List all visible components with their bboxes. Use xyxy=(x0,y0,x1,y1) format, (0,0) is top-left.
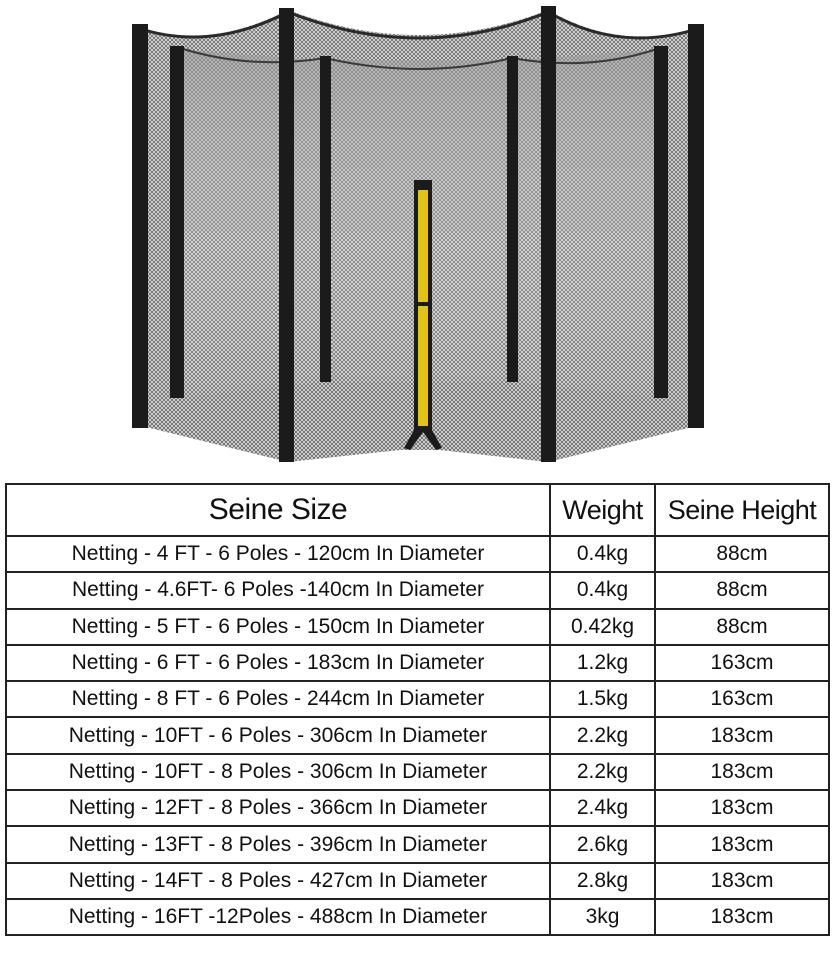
seine-size-cell: Netting - 13FT - 8 Poles - 396cm In Diameter xyxy=(6,826,550,862)
table-row xyxy=(6,645,829,681)
pole xyxy=(654,46,668,398)
height-cell: 163cm xyxy=(655,645,829,681)
table-row xyxy=(6,609,829,645)
pole xyxy=(507,56,518,382)
table-row xyxy=(6,863,829,899)
seine-size-cell: Netting - 10FT - 6 Poles - 306cm In Diameter xyxy=(6,717,550,753)
height-cell: 183cm xyxy=(655,717,829,753)
table-row xyxy=(6,754,829,790)
weight-cell: 0.4kg xyxy=(550,536,655,572)
table-row xyxy=(6,681,829,717)
table-header-row xyxy=(6,484,829,536)
seine-size-cell: Netting - 5 FT - 6 Poles - 150cm In Diameter xyxy=(6,609,550,645)
weight-cell: 2.6kg xyxy=(550,826,655,862)
header-seine-height: Seine Height xyxy=(655,484,829,536)
seine-size-cell: Netting - 4 FT - 6 Poles - 120cm In Diameter xyxy=(6,536,550,572)
height-cell: 88cm xyxy=(655,609,829,645)
weight-cell: 0.42kg xyxy=(550,609,655,645)
table-row xyxy=(6,572,829,608)
height-cell: 88cm xyxy=(655,572,829,608)
seine-size-cell: Netting - 4.6FT- 6 Poles -140cm In Diameter xyxy=(6,572,550,608)
weight-cell: 2.2kg xyxy=(550,754,655,790)
pole xyxy=(688,24,704,428)
weight-cell: 1.5kg xyxy=(550,681,655,717)
weight-cell: 2.8kg xyxy=(550,863,655,899)
weight-cell: 1.2kg xyxy=(550,645,655,681)
pole xyxy=(541,6,556,462)
height-cell: 183cm xyxy=(655,754,829,790)
pole xyxy=(132,24,148,428)
height-cell: 88cm xyxy=(655,536,829,572)
header-seine-size: Seine Size xyxy=(6,484,550,536)
pole xyxy=(279,8,294,462)
height-cell: 183cm xyxy=(655,790,829,826)
seine-size-cell: Netting - 8 FT - 6 Poles - 244cm In Diameter xyxy=(6,681,550,717)
height-cell: 183cm xyxy=(655,863,829,899)
trampoline-net-image xyxy=(0,0,835,470)
pole xyxy=(170,46,184,398)
size-table xyxy=(5,483,830,936)
height-cell: 183cm xyxy=(655,826,829,862)
height-cell: 163cm xyxy=(655,681,829,717)
weight-cell: 2.2kg xyxy=(550,717,655,753)
seine-size-cell: Netting - 14FT - 8 Poles - 427cm In Diameter xyxy=(6,863,550,899)
table-row xyxy=(6,536,829,572)
header-weight: Weight xyxy=(550,484,655,536)
zipper xyxy=(418,190,428,426)
table-row xyxy=(6,899,829,935)
seine-size-cell: Netting - 6 FT - 6 Poles - 183cm In Diameter xyxy=(6,645,550,681)
height-cell: 183cm xyxy=(655,899,829,935)
pole xyxy=(320,56,331,382)
weight-cell: 3kg xyxy=(550,899,655,935)
seine-size-cell: Netting - 12FT - 8 Poles - 366cm In Diameter xyxy=(6,790,550,826)
table-row xyxy=(6,790,829,826)
table-row xyxy=(6,717,829,753)
seine-size-cell: Netting - 16FT -12Poles - 488cm In Diameter xyxy=(6,899,550,935)
weight-cell: 0.4kg xyxy=(550,572,655,608)
table-row xyxy=(6,826,829,862)
weight-cell: 2.4kg xyxy=(550,790,655,826)
seine-size-cell: Netting - 10FT - 8 Poles - 306cm In Diameter xyxy=(6,754,550,790)
